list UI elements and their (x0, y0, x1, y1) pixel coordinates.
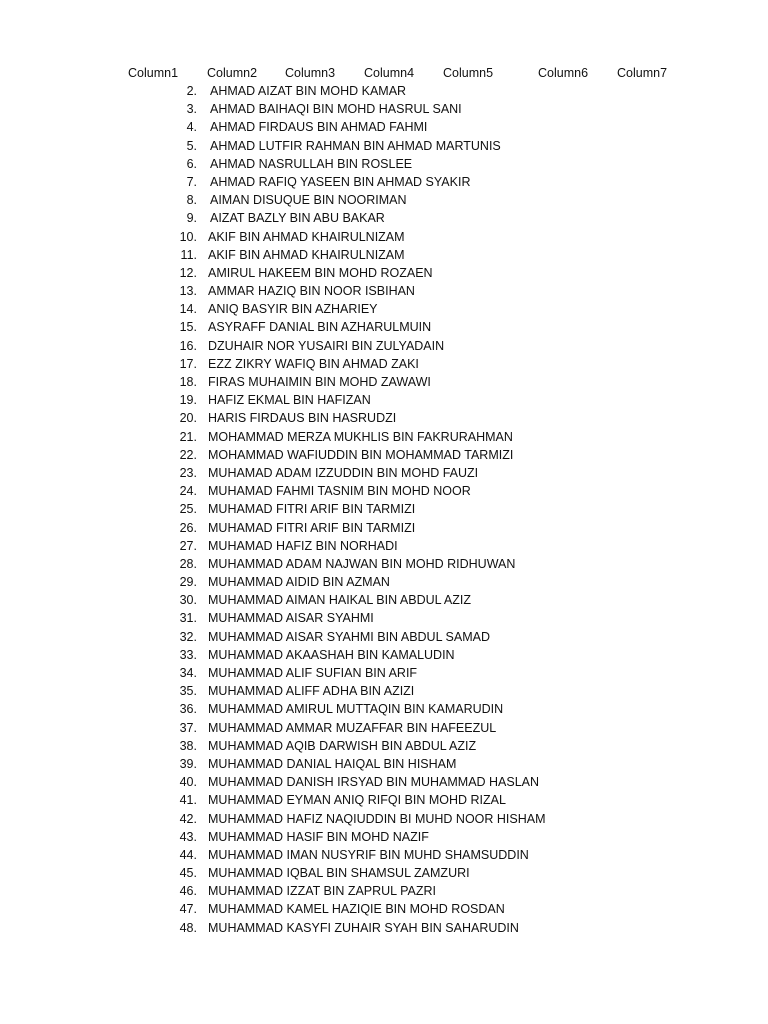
list-item-name: AHMAD BAIHAQI BIN MOHD HASRUL SANI (210, 102, 462, 117)
list-item-name: AHMAD LUTFIR RAHMAN BIN AHMAD MARTUNIS (210, 138, 501, 153)
list-item (0, 337, 768, 355)
list-item (0, 300, 768, 318)
list-item-name: ASYRAFF DANIAL BIN AZHARULMUIN (208, 320, 432, 335)
list-item (0, 155, 768, 173)
list-item-number: 9. (186, 211, 197, 226)
list-item (0, 446, 768, 464)
list-item-number: 15. (179, 320, 197, 335)
list-item-name: MUHAMMAD IZZAT BIN ZAPRUL PAZRI (208, 884, 437, 899)
list-item (0, 682, 768, 700)
list-item-number: 26. (179, 520, 197, 535)
list-item-number: 47. (179, 902, 197, 917)
list-item (0, 82, 768, 100)
list-item-number: 24. (179, 484, 197, 499)
list-item-number: 38. (179, 738, 197, 753)
list-item-number: 40. (179, 775, 197, 790)
list-item-name: MUHAMMAD AIMAN HAIKAL BIN ABDUL AZIZ (208, 593, 472, 608)
list-item (0, 482, 768, 500)
list-item (0, 646, 768, 664)
list-item-name: MUHAMMAD DANISH IRSYAD BIN MUHAMMAD HASLAN (208, 775, 540, 790)
list-item-name: MUHAMMAD AMIRUL MUTTAQIN BIN KAMARUDIN (208, 702, 504, 717)
list-item-name: MUHAMMAD KASYFI ZUHAIR SYAH BIN SAHARUDIN (208, 920, 519, 935)
list-item-number: 36. (179, 702, 197, 717)
list-item (0, 555, 768, 573)
list-item-name: AIMAN DISUQUE BIN NOORIMAN (210, 193, 407, 208)
list-item-number: 5. (186, 138, 197, 153)
list-item (0, 428, 768, 446)
list-item (0, 882, 768, 900)
list-item-name: MUHAMMAD EYMAN ANIQ RIFQI BIN MOHD RIZAL (208, 793, 506, 808)
list-item-number: 12. (179, 265, 197, 280)
list-item-name: AIZAT BAZLY BIN ABU BAKAR (210, 211, 385, 226)
list-item-name: HARIS FIRDAUS BIN HASRUDZI (208, 411, 397, 426)
list-item-number: 41. (179, 793, 197, 808)
list-item-number: 3. (186, 102, 197, 117)
list-item-number: 33. (179, 647, 197, 662)
list-item (0, 755, 768, 773)
list-item-number: 18. (179, 375, 197, 389)
list-item-number: 43. (179, 829, 197, 844)
list-item-number: 28. (179, 556, 197, 571)
list-item-name: AKIF BIN AHMAD KHAIRULNIZAM (208, 229, 405, 244)
list-item-number: 13. (179, 284, 197, 299)
list-item (0, 137, 768, 155)
list-item-number: 11. (180, 247, 197, 262)
list-item-name: MUHAMMAD DANIAL HAIQAL BIN HISHAM (208, 756, 457, 771)
list-item (0, 737, 768, 755)
list-item-name: MOHAMMAD MERZA MUKHLIS BIN FAKRURAHMAN (208, 429, 513, 444)
list-item (0, 318, 768, 336)
list-item-name: MUHAMMAD AIDID BIN AZMAN (208, 575, 390, 590)
list-item-name: MUHAMMAD ALIF SUFIAN BIN ARIF (208, 666, 418, 680)
list-item (0, 537, 768, 555)
list-item-name: MUHAMAD FITRI ARIF BIN TARMIZI (208, 520, 416, 535)
list-item (0, 919, 768, 937)
list-item (0, 373, 768, 391)
list-item-name: DZUHAIR NOR YUSAIRI BIN ZULYADAIN (208, 338, 445, 353)
list-item (0, 628, 768, 646)
list-item-name: ANIQ BASYIR BIN AZHARIEY (208, 302, 378, 317)
list-item (0, 810, 768, 828)
list-item-number: 21. (179, 429, 197, 444)
list-item (0, 719, 768, 737)
list-item-name: AKIF BIN AHMAD KHAIRULNIZAM (208, 247, 405, 262)
list-item-number: 10. (179, 229, 197, 244)
list-item-name: MUHAMMAD HASIF BIN MOHD NAZIF (208, 829, 429, 844)
list-item-name: AHMAD NASRULLAH BIN ROSLEE (210, 156, 413, 171)
list-item (0, 791, 768, 809)
list-item (0, 664, 768, 682)
list-item-name: MUHAMMAD AKAASHAH BIN KAMALUDIN (208, 647, 455, 662)
list-item-name: MUHAMAD HAFIZ BIN NORHADI (208, 538, 398, 553)
list-item (0, 828, 768, 846)
list-item-number: 2. (186, 84, 197, 98)
list-item-name: HAFIZ EKMAL BIN HAFIZAN (208, 393, 371, 408)
list-item-number: 46. (179, 884, 197, 899)
list-item (0, 464, 768, 482)
list-item-number: 7. (186, 174, 197, 189)
list-item-name: MUHAMMAD KAMEL HAZIQIE BIN MOHD ROSDAN (208, 902, 505, 917)
list-item (0, 118, 768, 136)
list-item-name: AMIRUL HAKEEM BIN MOHD ROZAEN (208, 265, 433, 280)
list-item-number: 14. (179, 302, 197, 317)
list-item (0, 246, 768, 264)
list-item-number: 44. (179, 847, 197, 862)
list-item-number: 22. (179, 447, 197, 462)
list-item-name: AHMAD FIRDAUS BIN AHMAD FAHMI (210, 120, 428, 135)
list-item-number: 34. (179, 666, 197, 680)
list-item-name: MUHAMMAD IMAN NUSYRIF BIN MUHD SHAMSUDDIN (208, 847, 529, 862)
list-item-name: MUHAMMAD AISAR SYAHMI BIN ABDUL SAMAD (208, 629, 490, 644)
list-item-name: MUHAMMAD IQBAL BIN SHAMSUL ZAMZURI (208, 866, 470, 881)
list-item-number: 29. (179, 575, 197, 590)
list-item (0, 191, 768, 209)
column-header-2: Column2 (207, 66, 258, 80)
column-header-5: Column5 (443, 66, 494, 80)
list-item-number: 4. (186, 120, 197, 135)
list-item (0, 282, 768, 300)
column-header-3: Column3 (285, 66, 336, 80)
list-item-name: FIRAS MUHAIMIN BIN MOHD ZAWAWI (208, 375, 431, 389)
list-item (0, 173, 768, 191)
list-item (0, 864, 768, 882)
list-item-number: 19. (179, 393, 197, 408)
list-item-name: MUHAMMAD HAFIZ NAQIUDDIN BI MUHD NOOR HISHAM (208, 811, 546, 826)
list-item-name: MUHAMMAD ADAM NAJWAN BIN MOHD RIDHUWAN (208, 556, 516, 571)
list-item-name: MUHAMMAD AISAR SYAHMI (208, 611, 374, 626)
list-item-number: 25. (179, 502, 197, 517)
list-item-name: MOHAMMAD WAFIUDDIN BIN MOHAMMAD TARMIZI (208, 447, 514, 462)
list-item (0, 700, 768, 718)
list-item-number: 45. (179, 866, 197, 881)
list-item-name: MUHAMAD FAHMI TASNIM BIN MOHD NOOR (208, 484, 471, 499)
list-item (0, 591, 768, 609)
list-item-name: AHMAD AIZAT BIN MOHD KAMAR (210, 84, 407, 98)
list-item (0, 409, 768, 427)
list-item-number: 23. (179, 465, 197, 480)
column-header-4: Column4 (364, 66, 415, 80)
list-item (0, 500, 768, 518)
list-item (0, 846, 768, 864)
list-item-number: 16. (179, 338, 197, 353)
list-item-number: 17. (179, 356, 197, 371)
list-item (0, 609, 768, 627)
list-item-name: MUHAMMAD ALIFF ADHA BIN AZIZI (208, 684, 415, 699)
list-item (0, 391, 768, 409)
list-item-number: 39. (179, 756, 197, 771)
list-item-name: MUHAMAD FITRI ARIF BIN TARMIZI (208, 502, 416, 517)
list-item (0, 355, 768, 373)
list-item-number: 31. (179, 611, 197, 626)
list-item-number: 37. (179, 720, 197, 735)
list-item (0, 573, 768, 591)
name-list (0, 82, 768, 937)
list-item-name: AHMAD RAFIQ YASEEN BIN AHMAD SYAKIR (210, 174, 471, 189)
list-item-name: MUHAMMAD AQIB DARWISH BIN ABDUL AZIZ (208, 738, 477, 753)
list-item-number: 30. (179, 593, 197, 608)
list-item-number: 35. (179, 684, 197, 699)
list-item-number: 8. (186, 193, 197, 208)
list-item-name: AMMAR HAZIQ BIN NOOR ISBIHAN (208, 284, 415, 299)
list-item (0, 773, 768, 791)
list-item (0, 264, 768, 282)
list-item-number: 27. (179, 538, 197, 553)
list-item-name: MUHAMAD ADAM IZZUDDIN BIN MOHD FAUZI (208, 465, 479, 480)
list-item (0, 209, 768, 227)
column-header-1: Column1 (128, 66, 179, 80)
column-header-6: Column6 (538, 66, 589, 80)
list-item (0, 228, 768, 246)
column-header-7: Column7 (617, 66, 668, 80)
list-item (0, 900, 768, 918)
list-item-name: EZZ ZIKRY WAFIQ BIN AHMAD ZAKI (208, 356, 419, 371)
list-item-number: 6. (186, 156, 197, 171)
list-item (0, 519, 768, 537)
list-item-number: 20. (179, 411, 197, 426)
list-item (0, 100, 768, 118)
list-item-number: 42. (179, 811, 197, 826)
list-item-number: 48. (179, 920, 197, 935)
list-item-number: 32. (179, 629, 197, 644)
list-item-name: MUHAMMAD AMMAR MUZAFFAR BIN HAFEEZUL (208, 720, 497, 735)
